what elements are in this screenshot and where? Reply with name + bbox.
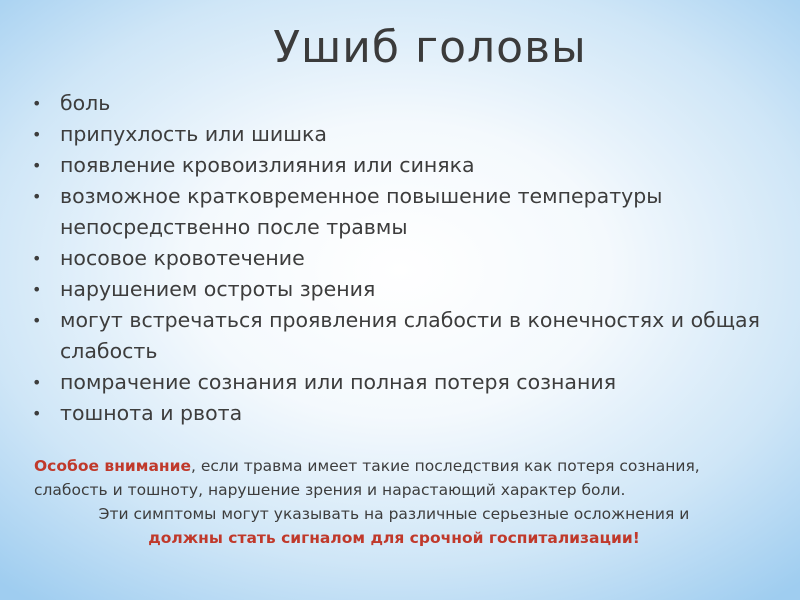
bullet-icon: • xyxy=(32,404,42,423)
list-item xyxy=(30,367,775,398)
symptom-text: боль xyxy=(60,91,111,115)
list-item xyxy=(30,305,775,367)
closing-plain: Эти симптомы могут указывать на различные серьезные осложнения и xyxy=(98,505,690,523)
warning-note xyxy=(34,454,754,550)
bullet-icon: • xyxy=(32,249,42,268)
list-item xyxy=(30,150,775,181)
closing-strong: должны стать сигналом для срочной госпитализации! xyxy=(148,529,640,547)
bullet-icon: • xyxy=(32,156,42,175)
symptom-text: носовое кровотечение xyxy=(60,246,305,270)
bullet-icon: • xyxy=(32,94,42,113)
symptom-text: появление кровоизлияния или синяка xyxy=(60,153,475,177)
list-item xyxy=(30,119,775,150)
list-item xyxy=(30,181,775,243)
bullet-icon: • xyxy=(32,280,42,299)
note-text: , если травма имеет такие последствия как потеря сознания, слабость и тошноту, нарушение зрения и нарастающий характер боли. xyxy=(34,457,700,499)
symptom-text: нарушением остроты зрения xyxy=(60,277,376,301)
list-item xyxy=(30,398,775,429)
symptom-text: тошнота и рвота xyxy=(60,401,243,425)
bullet-icon: • xyxy=(32,311,42,330)
bullet-icon: • xyxy=(32,125,42,144)
slide-title: Ушиб головы xyxy=(273,22,587,73)
symptom-text: помрачение сознания или полная потеря сознания xyxy=(60,370,617,394)
symptom-text: припухлость или шишка xyxy=(60,122,327,146)
list-item xyxy=(30,88,775,119)
note-closing xyxy=(34,502,754,550)
symptom-list xyxy=(30,88,775,429)
bullet-icon: • xyxy=(32,373,42,392)
symptom-text: могут встречаться проявления слабости в конечностях и общая слабость xyxy=(60,308,760,363)
symptom-text: возможное кратковременное повышение температуры непосредственно после травмы xyxy=(60,184,663,239)
bullet-icon: • xyxy=(32,187,42,206)
note-accent: Особое внимание xyxy=(34,457,191,475)
list-item xyxy=(30,243,775,274)
list-item xyxy=(30,274,775,305)
